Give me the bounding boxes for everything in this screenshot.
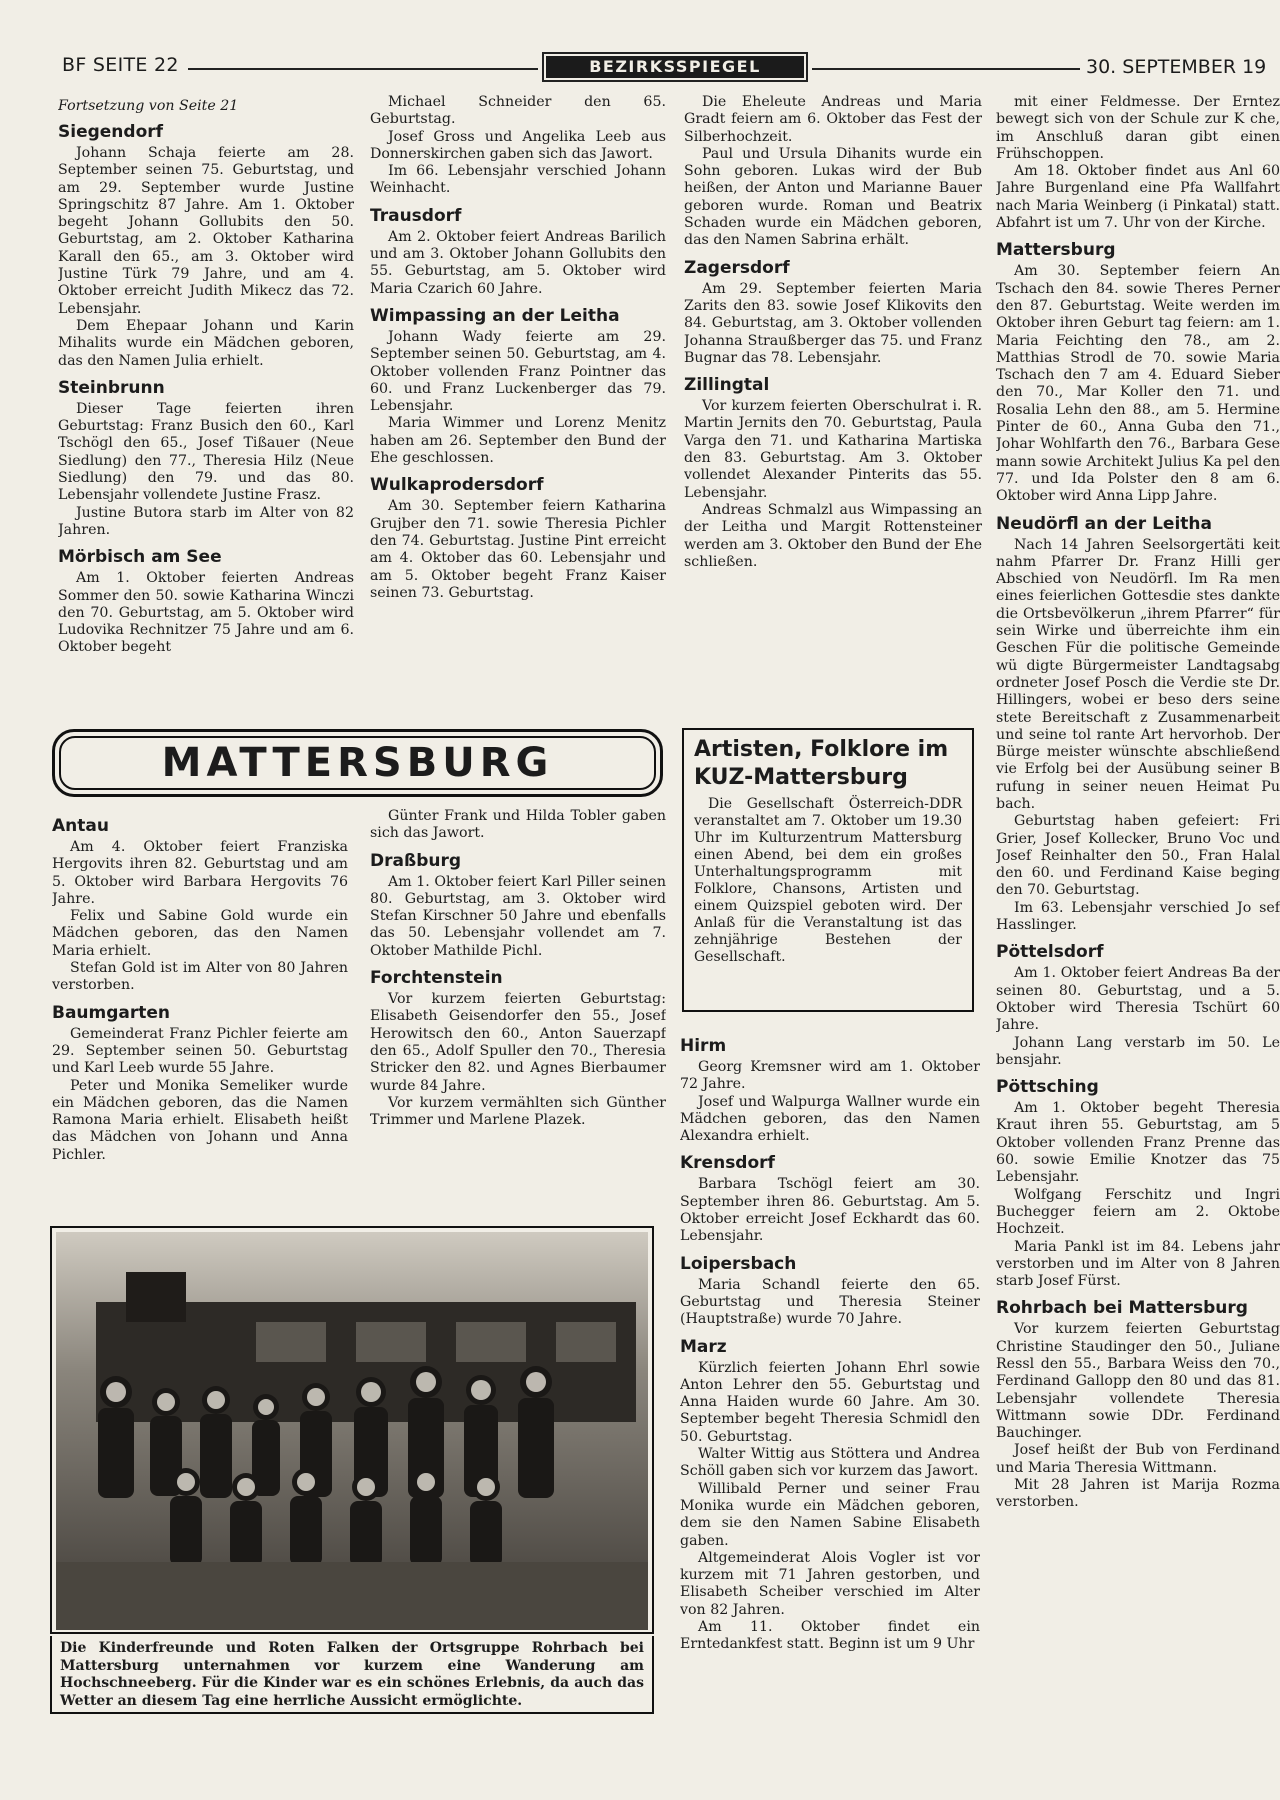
header-rule-right — [812, 68, 1080, 70]
article-paragraph: Mit 28 Jahren ist Marija Rozma verstorben. — [996, 1477, 1280, 1511]
column-1 — [58, 98, 354, 704]
article-paragraph: Am 1. Oktober begeht Theresia Kraut ihren 55. Geburtstag, am 5 Oktober vollenden Franz Prenne das 60. sowie Emilie Knotzer das 75 Lebensjahr. — [996, 1100, 1280, 1186]
article-paragraph: Am 1. Oktober feiert Andreas Ba der seinen 80. Geburtstag, und a 5. Oktober wird Theresia Tschürt 60 Jahre. — [996, 965, 1280, 1034]
heading-neudorfl-an-der-leitha: Neudörfl an der Leitha — [996, 513, 1212, 534]
article-paragraph: Johann Wady feierte am 29. September seinen 50. Geburtstag, am 4. Oktober vollenden Franz Pointner das 60. und Franz Luckenberger das 79. Lebensjahr. — [370, 328, 666, 415]
heading-hirm: Hirm — [680, 1036, 727, 1056]
article-paragraph: Gemeinderat Franz Pichler feierte am 29. September seinen 50. Geburtstag und Karl Leeb wurde 55 Jahre. — [52, 1025, 348, 1077]
article-paragraph: Stefan Gold ist im Alter von 80 Jahren verstorben. — [52, 960, 348, 994]
article-paragraph: Maria Schandl feierte den 65. Geburtstag und Theresia Steiner (Hauptstraße) wurde 70 Jahre. — [680, 1276, 980, 1328]
article-paragraph: Felix und Sabine Gold wurde ein Mädchen geboren, das den Namen Maria erhielt. — [52, 908, 348, 959]
article-paragraph: Nach 14 Jahren Seelsorgertäti keit nahm Pfarrer Dr. Franz Hilli ger Abschied von Neudörfl. Im Ra men eines feierlichen Gottesdie stes dankte die Ortsbevölkerun „ihrem Pfarrer“ für sein Wirke und überreichte ihm ein Geschen Für die politische Gemeinde wü digte Bürgermeister Landtagsabg ordneter Josef Posch die Verdie ste Dr. Hillingers, wobei er beso ders seine stete Bereitschaft z Zusammenarbeit und seine tol rante Art hervorhob. Der Bürge meister wünschte abschließend vie Erfolg bei der Ausübung seiner B rufung in seiner neuen Heimat Pu bach. — [996, 536, 1280, 812]
article-paragraph: Josef und Walpurga Wallner wurde ein Mädchen geboren, das den Namen Alexandra erhielt. — [680, 1093, 980, 1145]
article-paragraph: Kürzlich feierten Johann Ehrl sowie Anton Lehrer den 55. Geburtstag und Anna Haiden wurde 60 Jahre. Am 30. September begeht Theresia Schmidl den 50. Geburtstag. — [680, 1359, 980, 1445]
column-4 — [996, 94, 1280, 1714]
article-paragraph: Am 30. September feiern An Tschach den 84. sowie Theres Perner den 87. Geburtstag. Weite werden im Oktober ihren Geburt tag feiern: am 1. Maria Feichting den 78., am 2. Matthias Strodl de 70. sowie Maria Tschach den 7 am 4. Eduard Sieber den 70., Mar Koller den 71. und Rosalia Lehn den 88., am 5. Hermine Pinter de 60., Anna Guba den 71., Johar Wohlfarth den 76., Barbara Gese mann sowie Architekt Julius Ka pel den 77. und Ida Polster den 8 am 6. Oktober wird Anna Lipp Jahre. — [996, 263, 1280, 505]
article-paragraph: Vor kurzem feierten Geburtstag Christine Staudinger den 50., Juliane Ressl den 55., Barbara Weiss den 70., Ferdinand Gallopp den 80 und das 81. Lebensjahr vollendete Theresia Wittmann sowie DDr. Ferdinand Bauchinger. — [996, 1321, 1280, 1442]
group-photo-image — [56, 1232, 648, 1630]
article-paragraph: Im 63. Lebensjahr verschied Jo sef Hasslinger. — [996, 899, 1280, 934]
article-paragraph: Am 1. Oktober feierten Andreas Sommer den 50. sowie Katharina Winczi den 70. Geburtstag, am 5. Oktober wird Ludovika Rechnitzer 75 Jahre und am 6. Oktober begeht — [58, 570, 354, 656]
heading-rohrbach-bei-mattersburg: Rohrbach bei Mattersburg — [996, 1298, 1248, 1319]
heading-zagersdorf: Zagersdorf — [684, 257, 790, 278]
article-paragraph: Am 18. Oktober findet aus Anl 60 Jahre Burgenland eine Pfa Wallfahrt nach Maria Weinberg (i Pinkatal) statt. Abfahrt ist um 7. Uhr von der Kirche. — [996, 163, 1280, 232]
heading-pottsching: Pöttsching — [996, 1077, 1099, 1098]
article-paragraph: Maria Pankl ist im 84. Lebens jahr verstorben und im Alter von 8 Jahren starb Josef Fürst. — [996, 1238, 1280, 1290]
article-paragraph: Johann Lang verstarb im 50. Le bensjahr. — [996, 1034, 1280, 1068]
article-paragraph: Im 66. Lebensjahr verschied Johann Weinhacht. — [370, 163, 666, 197]
article-paragraph: Josef Gross und Angelika Leeb aus Donnerskirchen gaben sich das Jawort. — [370, 128, 666, 162]
column-b — [370, 808, 666, 1218]
article-paragraph: Dem Ehepaar Johann und Karin Mihalits wurde ein Mädchen geboren, das den Namen Julia erhielt. — [58, 317, 354, 369]
event-box-body: Die Gesellschaft Österreich-DDR veranstaltet am 7. Oktober um 19.30 Uhr im Kulturzentrum Mattersburg einen Abend, bei dem ein großes Unterhaltungsprogramm mit Folklore, Chansons, Artisten und einem Quizspiel geboten wird. Der Anlaß für die Veranstaltung ist das zehnjährige Bestehen der Gesellschaft. — [694, 796, 962, 965]
heading-steinbrunn: Steinbrunn — [58, 377, 165, 398]
heading-pottelsdorf: Pöttelsdorf — [996, 942, 1104, 963]
heading-mattersburg: Mattersburg — [996, 240, 1116, 261]
article-paragraph: Josef heißt der Bub von Ferdinand und Maria Theresia Wittmann. — [996, 1442, 1280, 1476]
article-paragraph: Am 2. Oktober feiert Andreas Barilich und am 3. Oktober Johann Gollubits den 55. Geburtstag, am 5. Oktober wird Maria Czarich 60 Jahre. — [370, 228, 666, 297]
event-box — [682, 728, 974, 1012]
heading-morbisch-am-see: Mörbisch am See — [58, 547, 222, 568]
section-label: BEZIRKSSPIEGEL — [546, 56, 804, 78]
heading-loipersbach: Loipersbach — [680, 1253, 797, 1274]
article-paragraph: Johann Schaja feierte am 28. September seinen 75. Geburtstag, und am 29. September wurde Justine Springschitz 87 Jahre. Am 1. Oktober begeht Johann Gollubits den 50. Geburtstag, am 2. Oktober Katharina Karall den 65., am 3. Oktober wird Justine Türk 79 Jahre, und am 4. Oktober erreicht Judith Mikecz das 72. Lebensjahr. — [58, 145, 354, 317]
heading-wimpassing-an-der-leitha: Wimpassing an der Leitha — [370, 305, 620, 326]
heading-marz: Marz — [680, 1336, 727, 1357]
article-paragraph: Am 1. Oktober feiert Karl Piller seinen 80. Geburtstag, am 3. Oktober wird Stefan Kirschner 50 Jahre und ebenfalls das 50. Lebensjahr vollendet am 7. Oktober Mathilde Pichl. — [370, 873, 666, 959]
article-paragraph: Barbara Tschögl feiert am 30. September ihren 86. Geburtstag. Am 5. Oktober erreicht Josef Eckhardt das 60. Lebensjahr. — [680, 1176, 980, 1245]
article-paragraph: Am 4. Oktober feiert Franziska Hergovits ihren 82. Geburtstag und am 5. Oktober wird Barbara Hergovits 76 Jahre. — [52, 839, 348, 907]
photo-caption: Die Kinderfreunde und Roten Falken der Ortsgruppe Rohrbach bei Mattersburg unternahmen vor kurzem eine Wanderung am Hochschneeberg. Für die Kinder war es ein schönes Erlebnis, da auch das Wetter an diesem Tag eine herrliche Aussicht ermöglichte. — [50, 1636, 654, 1714]
header-rule-left — [188, 68, 538, 70]
column-c — [680, 1028, 980, 1718]
heading-antau: Antau — [52, 816, 109, 836]
article-paragraph: Andreas Schmalzl aus Wimpassing an der Leitha und Margit Rottensteiner werden am 3. Oktober den Bund der Ehe schließen. — [684, 501, 982, 570]
article-paragraph: Vor kurzem vermählten sich Günther Trimmer und Marlene Plazek. — [370, 1094, 666, 1129]
heading-krensdorf: Krensdorf — [680, 1153, 775, 1174]
column-a — [52, 808, 348, 1218]
heading-forchtenstein: Forchtenstein — [370, 968, 503, 989]
article-paragraph: Georg Kremsner wird am 1. Oktober 72 Jahre. — [680, 1059, 980, 1093]
group-photo — [50, 1226, 654, 1634]
article-paragraph: Peter und Monika Semeliker wurde ein Mädchen geboren, das die Namen Ramona Maria erhielt. Elisabeth heißt das Mädchen von Johann und Anna Pichler. — [52, 1077, 348, 1163]
article-paragraph: Die Eheleute Andreas und Maria Gradt feiern am 6. Oktober das Fest der Silberhochzeit. — [684, 94, 982, 145]
column-2 — [370, 94, 666, 706]
heading-siegendorf: Siegendorf — [58, 122, 164, 142]
article-paragraph: Willibald Perner und seiner Frau Monika wurde ein Mädchen geboren, dem sie den Namen Sabine Elisabeth gaben. — [680, 1480, 980, 1549]
article-paragraph: Justine Butora starb im Alter von 82 Jahren. — [58, 504, 354, 538]
continuation-note: Fortsetzung von Seite 21 — [58, 98, 239, 114]
article-paragraph: Am 11. Oktober findet ein Erntedankfest statt. Beginn ist um 9 Uhr — [680, 1619, 980, 1653]
article-paragraph: Geburtstag haben gefeiert: Fri Grier, Josef Kollecker, Bruno Voc und Josef Reinhalter den 50., Fran Halal den 60. und Ferdinand Kaise beging den 70. Geburtstag. — [996, 813, 1280, 899]
heading-zillingtal: Zillingtal — [684, 375, 770, 396]
section-banner-title: MATTERSBURG — [59, 736, 656, 790]
article-paragraph: Dieser Tage feierten ihren Geburtstag: Franz Busich den 60., Karl Tschögl den 65., Josef Tißauer (Neue Siedlung) den 77., Theresia Hilz (Neue Siedlung) den 79. und das 80. Lebensjahr vollendete Justine Frasz. — [58, 400, 354, 504]
section-banner — [52, 729, 663, 797]
article-paragraph: Günter Frank und Hilda Tobler gaben sich das Jawort. — [370, 808, 666, 842]
heading-wulkaprodersdorf: Wulkaprodersdorf — [370, 475, 544, 496]
article-paragraph: Vor kurzem feierten Oberschulrat i. R. Martin Jernits den 70. Geburtstag, Paula Varga den 71. und Katharina Martiska den 83. Geburtstag. Am 3. Oktober vollendet Alexander Pinterits das 55. Lebensjahr. — [684, 398, 982, 501]
section-label-box — [542, 52, 808, 82]
page-number: BF SEITE 22 — [62, 54, 179, 76]
heading-baumgarten: Baumgarten — [52, 1002, 171, 1023]
article-paragraph: Maria Wimmer und Lorenz Menitz haben am 26. September den Bund der Ehe geschlossen. — [370, 415, 666, 467]
article-paragraph: mit einer Feldmesse. Der Erntez bewegt sich von der Schule zur K che, im Anschluß daran gibt einen Frühschoppen. — [996, 94, 1280, 162]
page-header — [0, 52, 1280, 86]
article-paragraph: Wolfgang Ferschitz und Ingri Buchegger feiern am 2. Oktobe Hochzeit. — [996, 1186, 1280, 1238]
article-paragraph: Paul und Ursula Dihanits wurde ein Sohn geboren. Lukas wird der Bub heißen, der Anton und Marianne Bauer geboren wurde. Roman und Beatrix Schaden wurde ein Mädchen geboren, das den Namen Sabrina erhält. — [684, 145, 982, 249]
article-paragraph: Am 30. September feiern Katharina Grujber den 71. sowie Theresia Pichler den 74. Geburtstag. Justine Pint erreicht am 4. Oktober das 60. Lebensjahr und am 5. Oktober begeht Franz Kaiser seinen 73. Geburtstag. — [370, 498, 666, 601]
article-paragraph: Michael Schneider den 65. Geburtstag. — [370, 94, 666, 128]
heading-trausdorf: Trausdorf — [370, 205, 462, 226]
article-paragraph: Walter Wittig aus Stöttera und Andrea Schöll gaben sich vor kurzem das Jawort. — [680, 1446, 980, 1480]
article-paragraph: Vor kurzem feierten Geburtstag: Elisabeth Geisendorfer den 55., Josef Herowitsch den 60., Anton Sauerzapf den 65., Adolf Spuller den 70., Theresia Stricker den 82. und Agnes Bierbaumer wurde 84 Jahre. — [370, 991, 666, 1094]
column-3 — [684, 94, 982, 706]
heading-dra-burg: Draßburg — [370, 850, 462, 871]
issue-date: 30. SEPTEMBER 19 — [1086, 56, 1267, 78]
event-box-title: Artisten, Folklore im KUZ-Mattersburg — [694, 737, 949, 790]
article-paragraph: Altgemeinderat Alois Vogler ist vor kurzem mit 71 Jahren gestorben, und Elisabeth Scheiber verschied im Alter von 82 Jahren. — [680, 1549, 980, 1618]
article-paragraph: Am 29. September feierten Maria Zarits den 83. sowie Josef Klikovits den 84. Geburtstag, am 3. Oktober vollenden Johanna Straußberger das 75. und Franz Bugnar das 78. Lebensjahr. — [684, 280, 982, 366]
